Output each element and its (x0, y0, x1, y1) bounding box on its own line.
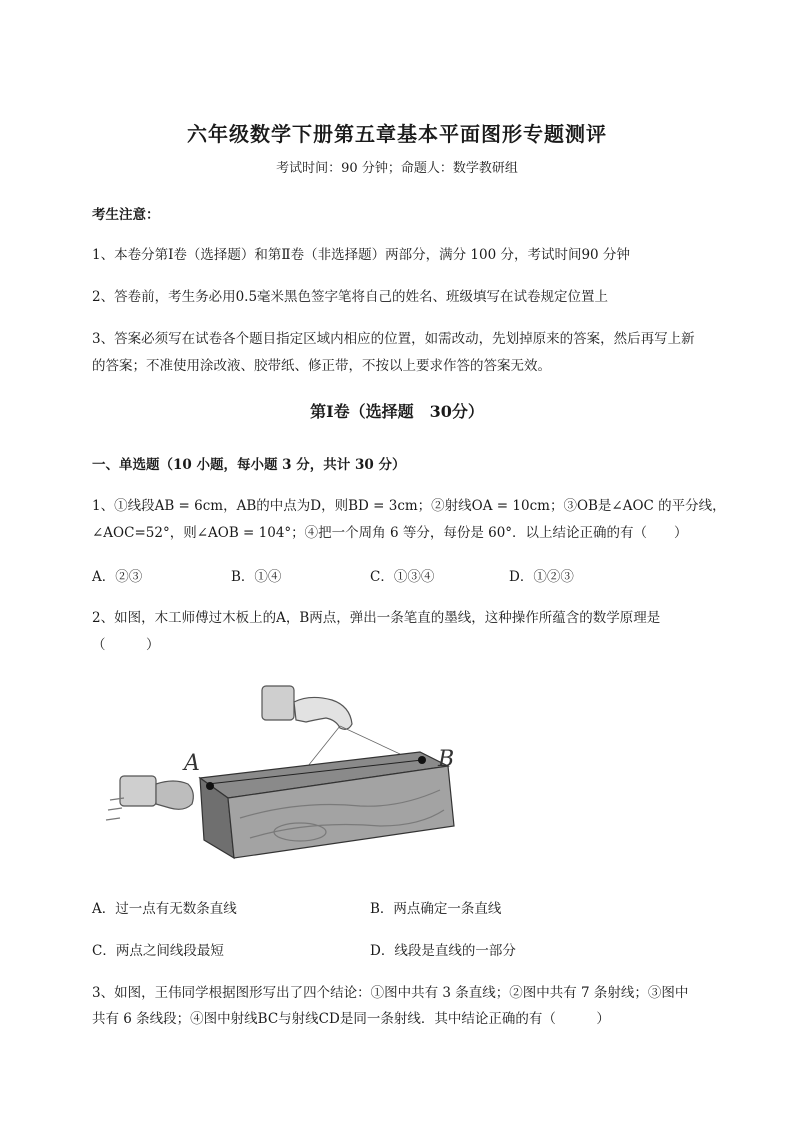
page-title: 六年级数学下册第五章基本平面图形专题测评 (187, 122, 607, 146)
question-2-option-d[interactable]: D．线段是直线的一部分 (370, 943, 516, 959)
upper-hand-illustration (262, 686, 352, 729)
question-1-option-d[interactable]: D．①②③ (509, 569, 574, 585)
point-b-marker (418, 756, 426, 764)
notes-heading: 考生注意： (92, 207, 160, 223)
question-2-option-b[interactable]: B．两点确定一条直线 (370, 901, 502, 917)
point-a-marker (206, 782, 214, 790)
note-item-3-cont: 的答案；不准使用涂改液、胶带纸、修正带，不按以上要求作答的答案无效。 (92, 358, 551, 374)
woodworking-figure (100, 680, 480, 865)
exam-info: 考试时间：90 分钟；命题人：数学教研组 (276, 161, 518, 176)
note-item-1: 1、本卷分第Ⅰ卷（选择题）和第Ⅱ卷（非选择题）两部分，满分 100 分，考试时间90 分钟 (92, 247, 630, 263)
question-1-option-c[interactable]: C．①③④ (370, 569, 435, 585)
note-item-3: 3、答案必须写在试卷各个题目指定区域内相应的位置，如需改动，先划掉原来的答案，然后再写上新 (92, 331, 695, 347)
note-item-2: 2、答卷前，考生务必用0.5毫米黑色签字笔将自己的姓名、班级填写在试卷规定位置上 (92, 289, 609, 305)
question-1-option-a[interactable]: A．②③ (92, 569, 143, 585)
question-2-option-c[interactable]: C．两点之间线段最短 (92, 943, 224, 959)
question-3-line-1: 3、如图，王伟同学根据图形写出了四个结论：①图中共有 3 条直线；②图中共有 7 条射线；③图中 (92, 985, 689, 1001)
question-2-line-2: （ ） (92, 637, 160, 653)
question-2-option-a[interactable]: A．过一点有无数条直线 (92, 901, 237, 917)
section-title: 第Ⅰ卷（选择题 30分） (310, 402, 484, 421)
question-3-line-2: 共有 6 条线段；④图中射线BC与射线CD是同一条射线．其中结论正确的有（ ） (92, 1011, 610, 1027)
wooden-board (200, 752, 454, 858)
point-b-label: B (438, 747, 455, 772)
question-1-line-2: ∠AOC=52°，则∠AOB = 104°；④把一个周角 6 等分，每份是 60°．以上结论正确的有（ ） (92, 525, 688, 541)
part-heading: 一、单选题（10 小题，每小题 3 分，共计 30 分） (92, 457, 406, 473)
question-1-option-b[interactable]: B．①④ (231, 569, 282, 585)
point-a-label: A (184, 751, 200, 776)
question-2-line-1: 2、如图，木工师傅过木板上的A，B两点，弹出一条笔直的墨线，这种操作所蕴含的数学原理是 (92, 610, 661, 626)
lower-hand-illustration (106, 776, 193, 820)
question-1-line-1: 1、①线段AB = 6cm，AB的中点为D，则BD = 3cm；②射线OA = 10cm；③OB是∠AOC 的平分线， (92, 498, 726, 514)
